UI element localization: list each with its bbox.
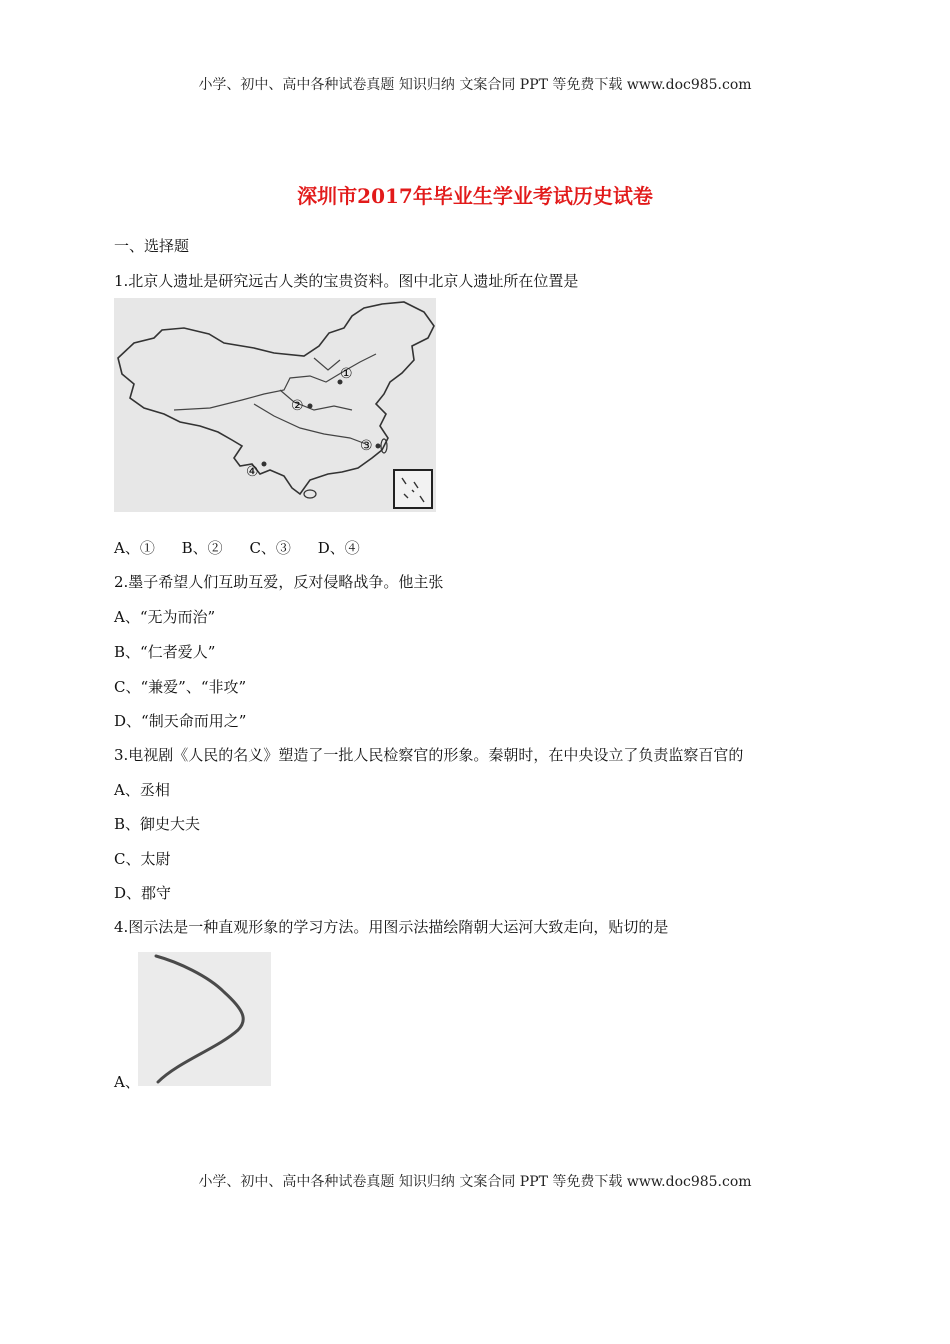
map-marker-4: ④ — [246, 464, 259, 480]
exam-title: 深圳市2017年毕业生学业考试历史试卷 — [297, 184, 653, 208]
q4-option-a-label: A、 — [114, 1073, 140, 1091]
inner-boundary-4 — [314, 358, 340, 370]
q1-option-d: D、④ — [317, 539, 360, 557]
q1-options — [114, 537, 382, 558]
q3-option-a: A、丞相 — [114, 781, 170, 799]
q2-stem: 2.墨子希望人们互助互爱，反对侵略战争。他主张 — [114, 573, 444, 591]
q3-stem: 3.电视剧《人民的名义》塑造了一批人民检察官的形象。秦朝时，在中央设立了负责监察百官的 — [114, 746, 744, 764]
q2-option-d: D、“制天命而用之” — [114, 712, 247, 730]
q3-option-d: D、郡守 — [114, 884, 172, 902]
map-marker-2: ② — [291, 398, 304, 414]
q2-option-c: C、“兼爱”、“非攻” — [114, 678, 247, 696]
q1-stem: 1.北京人遗址是研究远古人类的宝贵资料。图中北京人遗址所在位置是 — [114, 272, 579, 290]
q4-stem: 4.图示法是一种直观形象的学习方法。用图示法描绘隋朝大运河大致走向，贴切的是 — [114, 918, 669, 936]
marker-dot-3 — [376, 444, 381, 449]
q1-option-a: A、① — [114, 539, 155, 557]
inner-boundary-1 — [174, 354, 376, 410]
q1-option-b: B、② — [181, 539, 223, 557]
canal-curve-figure-a — [138, 952, 271, 1086]
map-marker-3: ③ — [360, 438, 373, 454]
q2-option-b: B、“仁者爱人” — [114, 643, 216, 661]
inner-boundary-2 — [254, 404, 366, 444]
hainan-island — [304, 490, 316, 498]
china-outline — [118, 302, 434, 494]
south-sea-inset — [394, 470, 432, 508]
canal-curve — [156, 956, 243, 1082]
q3-option-c: C、太尉 — [114, 850, 171, 868]
q2-option-a: A、“无为而治” — [114, 608, 216, 626]
china-map-figure — [114, 298, 436, 512]
marker-dot-4 — [262, 462, 267, 467]
page-footer: 小学、初中、高中各种试卷真题 知识归纳 文案合同 PPT 等免费下载 www.doc985.com — [198, 1174, 752, 1190]
section-heading: 一、选择题 — [114, 237, 190, 255]
q1-option-c: C、③ — [249, 539, 291, 557]
map-marker-1: ① — [340, 366, 353, 382]
marker-dot-2 — [308, 404, 313, 409]
q3-option-b: B、御史大夫 — [114, 815, 201, 833]
page-header: 小学、初中、高中各种试卷真题 知识归纳 文案合同 PPT 等免费下载 www.doc985.com — [198, 77, 752, 93]
